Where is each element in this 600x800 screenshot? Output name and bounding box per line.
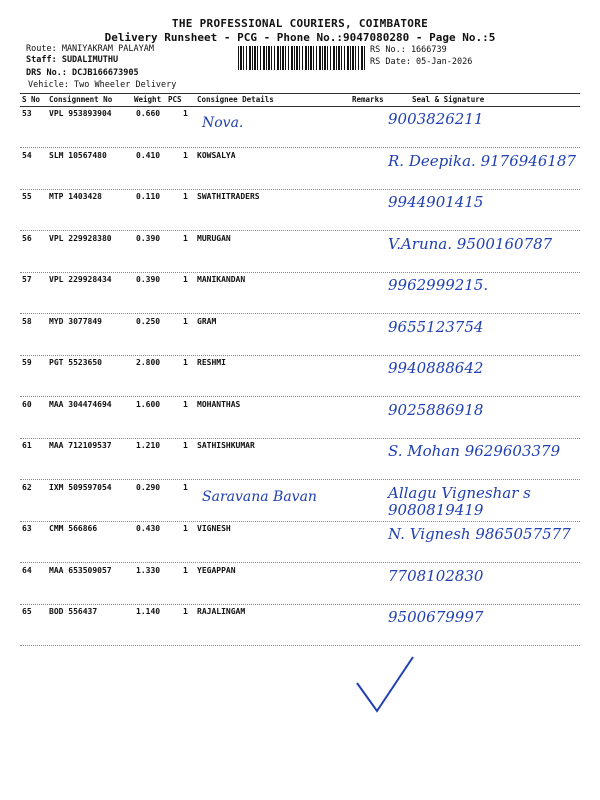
handwritten-signature: Allagu Vigneshar s 9080819419 (388, 483, 531, 519)
col-consignment: Consignment No (49, 95, 113, 104)
consignment-number: PGT 5523650 (49, 358, 102, 367)
serial-number: 62 (22, 482, 32, 492)
pieces-count: 1 (183, 275, 188, 284)
staff-label: Staff: SUDALIMUTHU (26, 55, 119, 65)
serial-number: 63 (22, 524, 32, 533)
consignment-number: CMM 566866 (49, 524, 98, 533)
table-row (20, 313, 580, 356)
col-remarks: Remarks (352, 95, 384, 104)
consignee-name: MOHANTHAS (197, 399, 241, 409)
handwritten-signature: N. Vignesh 9865057577 (388, 525, 571, 543)
consignee-name: VIGNESH (197, 524, 231, 533)
handwritten-signature: 9500679997 (388, 608, 484, 626)
serial-number: 53 (22, 109, 32, 118)
consignee-name: MURUGAN (197, 233, 231, 243)
handwritten-signature: 9025886918 (388, 400, 484, 419)
consignment-number: IXM 509597054 (49, 482, 112, 492)
col-consignee: Consignee Details (197, 95, 274, 104)
table-row (20, 603, 580, 646)
handwritten-consignee: Nova. (202, 115, 244, 131)
col-weight: Weight (134, 95, 162, 104)
pieces-count: 1 (183, 358, 188, 367)
serial-number: 59 (22, 358, 32, 367)
pieces-count: 1 (183, 192, 188, 201)
table-row (20, 188, 580, 231)
weight-value: 0.110 (136, 192, 161, 201)
handwritten-signature: 7708102830 (388, 566, 484, 585)
rs-number: RS No.: 1666739 (370, 45, 447, 55)
consignment-number: VPL 953893904 (49, 109, 112, 118)
table-row (20, 230, 580, 273)
consignee-name: MANIKANDAN (197, 275, 246, 284)
serial-number: 65 (22, 607, 32, 616)
pieces-count: 1 (183, 524, 188, 533)
col-pcs: PCS (168, 95, 182, 104)
table-row (20, 396, 580, 439)
consignment-number: MTP 1403428 (49, 192, 102, 201)
pieces-count: 1 (183, 316, 188, 326)
weight-value: 1.600 (136, 399, 161, 409)
serial-number: 61 (22, 441, 32, 450)
consignee-name: RESHMI (197, 358, 226, 367)
weight-value: 1.330 (136, 565, 161, 575)
pieces-count: 1 (183, 441, 188, 450)
handwritten-signature: R. Deepika. 9176946187 (388, 151, 577, 170)
serial-number: 56 (22, 233, 32, 243)
vehicle-label: Vehicle: Two Wheeler Delivery (28, 80, 177, 90)
weight-value: 2.800 (136, 358, 161, 367)
weight-value: 0.430 (136, 524, 161, 533)
consignee-name: GRAM (197, 316, 217, 326)
serial-number: 64 (22, 565, 32, 575)
consignment-number: VPL 229928380 (49, 233, 112, 243)
consignment-number: SLM 10567480 (49, 150, 107, 160)
handwritten-signature: S. Mohan 9629603379 (388, 442, 561, 460)
consignee-name: SATHISHKUMAR (197, 441, 255, 450)
table-row (20, 271, 580, 314)
pieces-count: 1 (183, 565, 188, 575)
handwritten-signature: 9944901415 (388, 193, 484, 211)
serial-number: 60 (22, 399, 32, 409)
table-row (20, 105, 580, 148)
table-row (20, 147, 580, 190)
pieces-count: 1 (183, 150, 188, 160)
serial-number: 57 (22, 275, 32, 284)
weight-value: 0.390 (136, 275, 161, 284)
barcode-image (238, 46, 365, 70)
table-row (20, 562, 580, 605)
drs-number: DRS No.: DCJB166673905 (26, 68, 139, 78)
consignment-number: MAA 304474694 (49, 399, 112, 409)
weight-value: 1.140 (136, 607, 161, 616)
pieces-count: 1 (183, 482, 188, 492)
runsheet-title: Delivery Runsheet - PCG - Phone No.:9047080280 - Page No.:5 (104, 31, 496, 44)
handwritten-signature: 9655123754 (388, 317, 484, 336)
consignment-number: VPL 229928434 (49, 275, 112, 284)
consignee-name: YEGAPPAN (197, 565, 236, 575)
consignment-number: BOD 556437 (49, 607, 98, 616)
serial-number: 54 (22, 150, 32, 160)
consignment-number: MYD 3077849 (49, 316, 102, 326)
weight-value: 0.660 (136, 109, 161, 118)
table-row (20, 520, 580, 563)
weight-value: 0.390 (136, 233, 161, 243)
route-label: Route: MANIYAKRAM PALAYAM (26, 44, 154, 54)
consignee-name: KOWSALYA (197, 150, 236, 160)
handwritten-signature: 9962999215. (388, 276, 489, 294)
col-signature: Seal & Signature (412, 95, 485, 104)
handwritten-consignee: Saravana Bavan (202, 488, 317, 505)
pieces-count: 1 (183, 399, 188, 409)
consignee-name: RAJALINGAM (197, 607, 246, 616)
weight-value: 0.290 (136, 482, 161, 492)
weight-value: 1.210 (136, 441, 161, 450)
serial-number: 55 (22, 192, 32, 201)
rs-date: RS Date: 05-Jan-2026 (370, 57, 473, 67)
table-row (20, 437, 580, 480)
consignment-number: MAA 712109537 (49, 441, 112, 450)
handwritten-signature: 9003826211 (388, 110, 484, 128)
table-row (20, 479, 580, 522)
company-name: THE PROFESSIONAL COURIERS, COIMBATORE (171, 17, 429, 30)
pieces-count: 1 (183, 233, 188, 243)
handwritten-signature: V.Aruna. 9500160787 (388, 234, 553, 253)
weight-value: 0.410 (136, 150, 161, 160)
consignment-number: MAA 653509057 (49, 565, 112, 575)
serial-number: 58 (22, 316, 32, 326)
handwritten-signature: 9940888642 (388, 359, 484, 377)
consignee-name: SWATHITRADERS (197, 192, 260, 201)
pieces-count: 1 (183, 109, 188, 118)
table-row (20, 354, 580, 397)
pieces-count: 1 (183, 607, 188, 616)
weight-value: 0.250 (136, 316, 161, 326)
checkmark-icon (355, 655, 415, 715)
col-sno: S No (22, 95, 41, 104)
